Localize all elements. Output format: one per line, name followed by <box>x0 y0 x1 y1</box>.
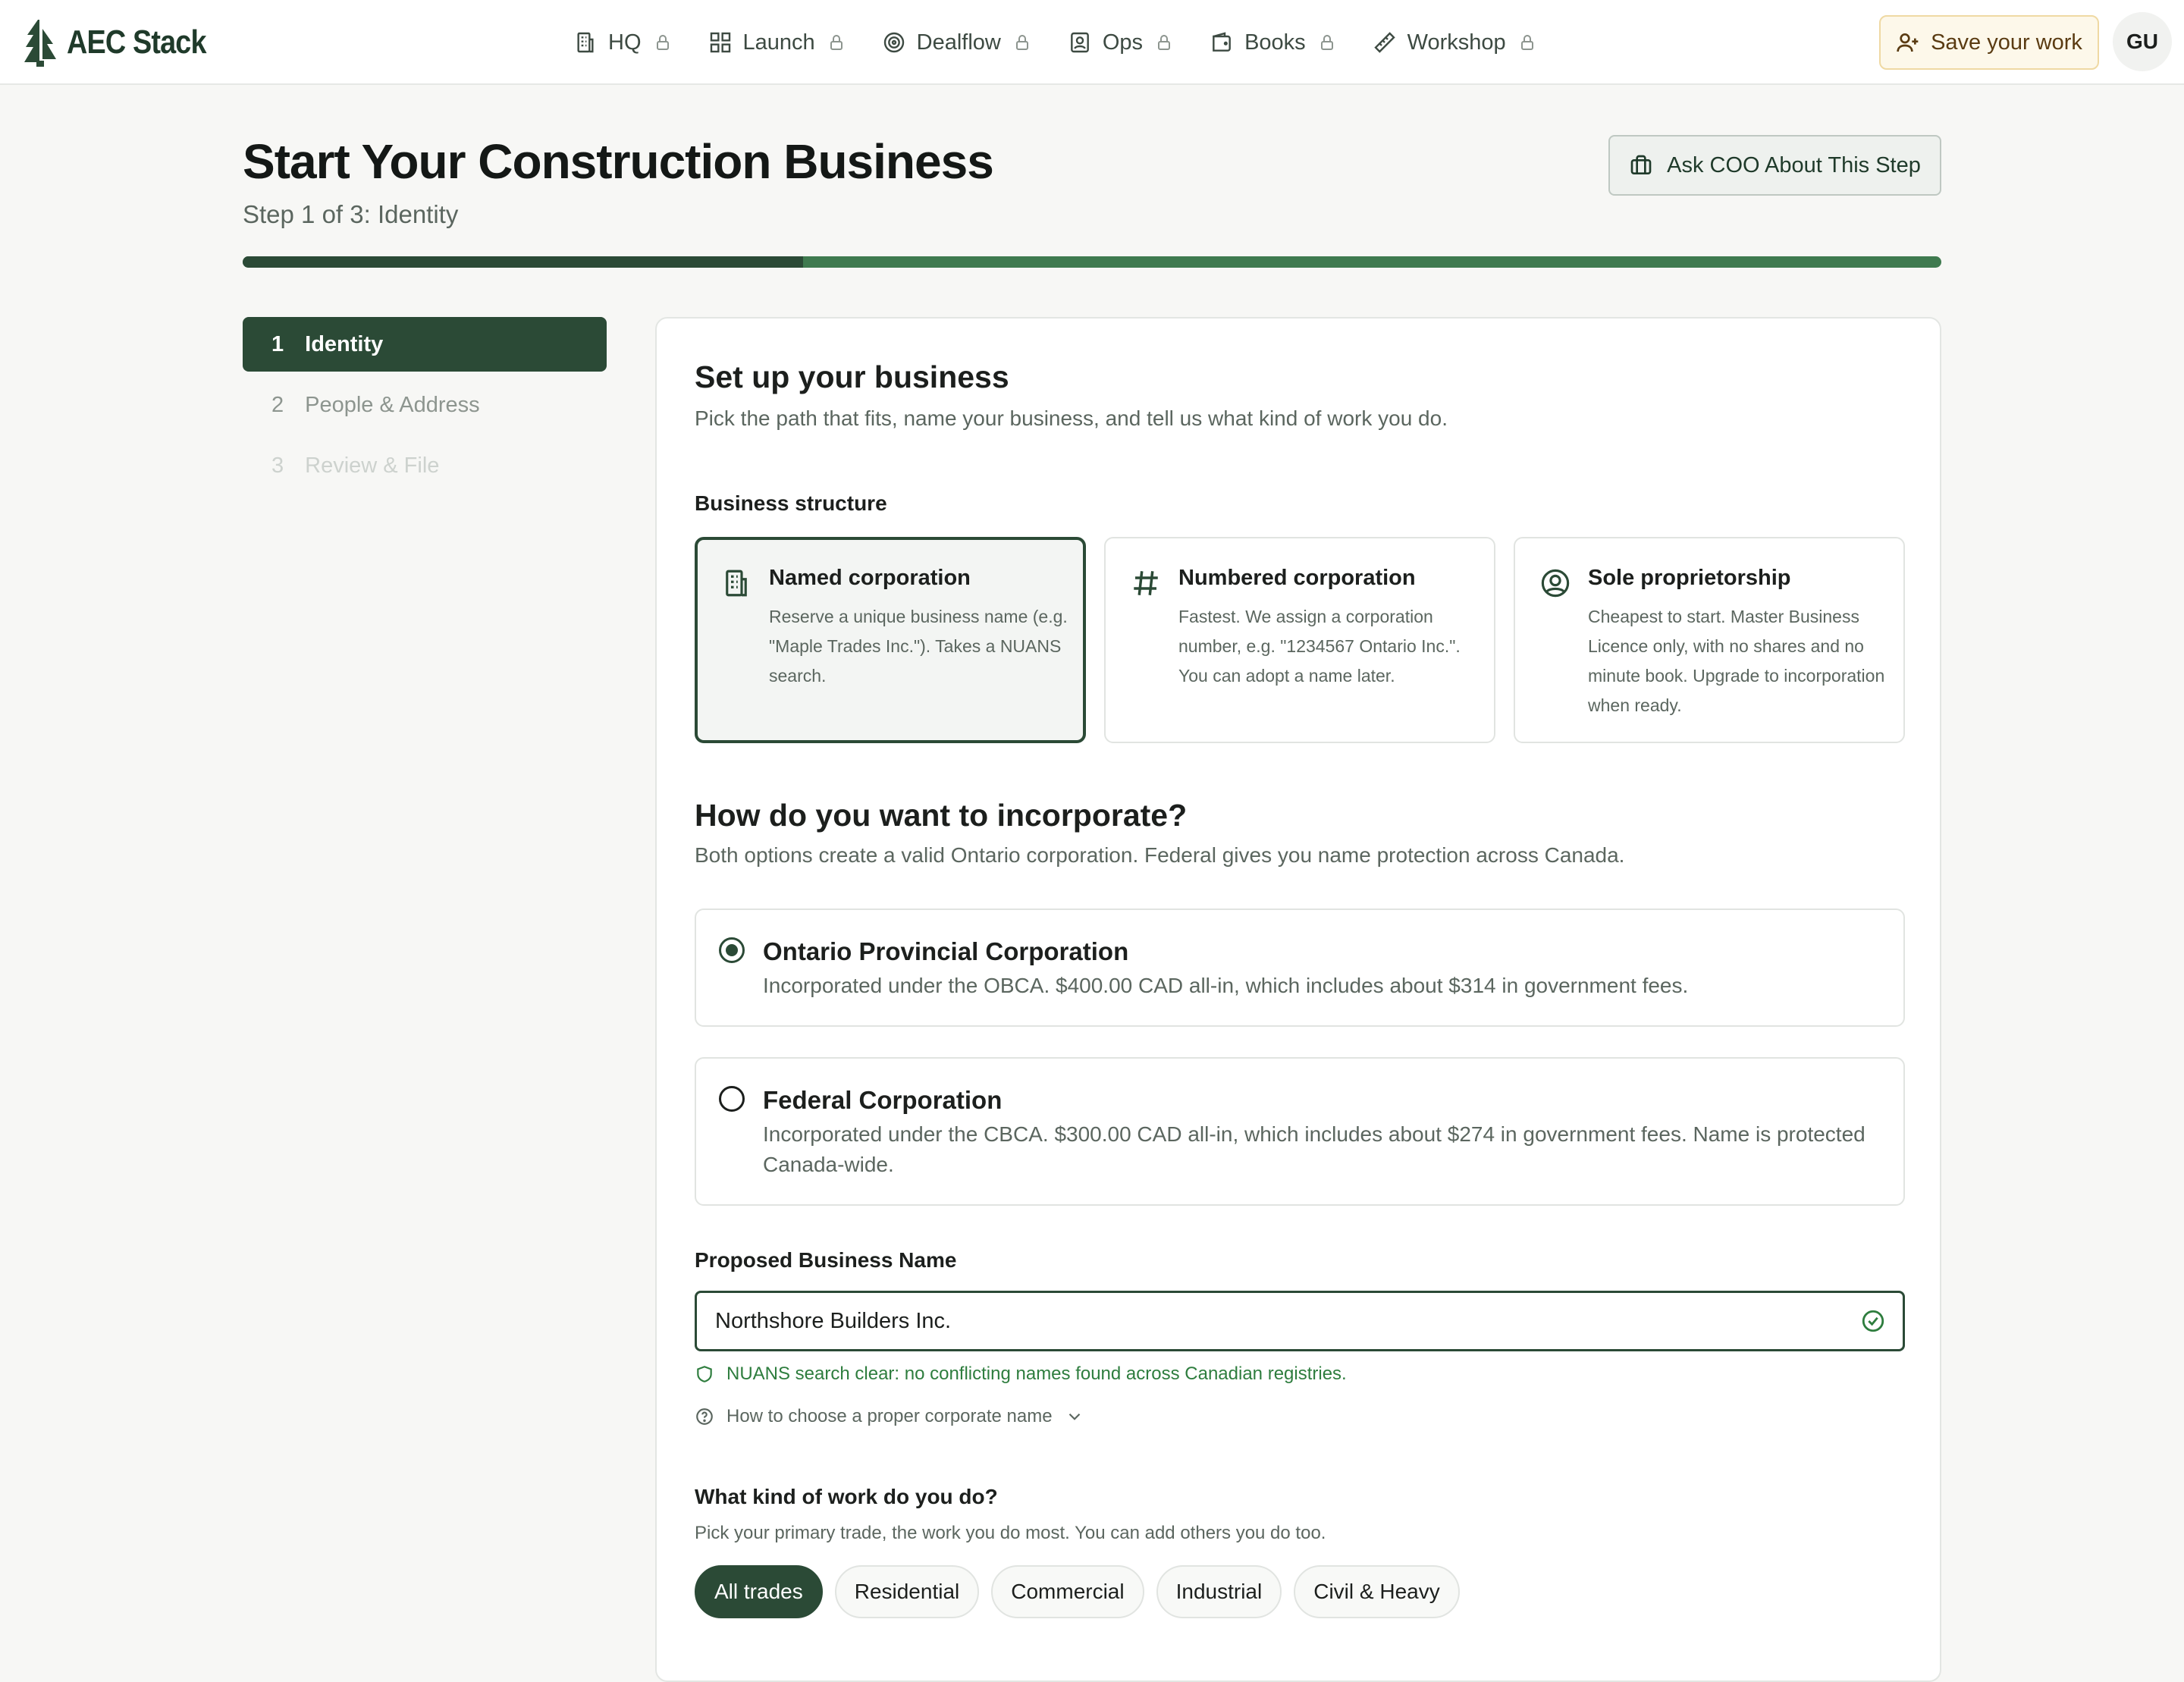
nuans-status-text: NUANS search clear: no conflicting names found across Canadian registries. <box>726 1363 1347 1384</box>
nav-item-workshop[interactable] <box>1373 30 1536 55</box>
section-subtitle: Pick the path that fits, name your business, and tell us what kind of work you do. <box>695 406 1448 430</box>
step-number: 2 <box>271 392 284 417</box>
help-link-text: How to choose a proper corporate name <box>726 1406 1053 1426</box>
step-people-address[interactable] <box>243 378 607 432</box>
structure-description: Reserve a unique business name (e.g. "Maple Trades Inc."). Takes a NUANS search. <box>769 607 1068 686</box>
business-structure-options <box>695 537 1905 743</box>
chip-civil-heavy[interactable]: Civil & Heavy <box>1294 1565 1459 1618</box>
lock-icon <box>1155 33 1173 52</box>
page-title: Start Your Construction Business <box>243 134 993 189</box>
identity-form-card <box>655 317 1941 1682</box>
business-name-value: Northshore Builders Inc. <box>715 1308 952 1333</box>
radio-selected[interactable] <box>719 937 745 963</box>
step-review-file[interactable] <box>243 438 607 493</box>
nav-label: Books <box>1244 30 1306 55</box>
option-title: Federal Corporation <box>763 1086 1003 1114</box>
help-circle-icon <box>695 1407 714 1426</box>
ask-coo-label: Ask COO About This Step <box>1667 152 1921 177</box>
building-icon <box>573 30 598 55</box>
incorporate-subtitle: Both options create a valid Ontario corporation. Federal gives you name protection across Canada. <box>695 843 1625 867</box>
nav-label: HQ <box>608 30 642 55</box>
structure-title: Named corporation <box>769 566 971 590</box>
nuans-status <box>695 1363 1347 1385</box>
business-structure-label: Business structure <box>695 491 887 515</box>
structure-title: Numbered corporation <box>1178 566 1416 590</box>
step-label: Review & File <box>305 453 440 478</box>
lock-icon <box>1013 33 1031 52</box>
nav-item-hq[interactable] <box>573 30 672 55</box>
option-title: Ontario Provincial Corporation <box>763 937 1129 965</box>
lock-icon <box>827 33 846 52</box>
step-identity[interactable] <box>243 317 607 372</box>
wallet-icon <box>1210 30 1234 55</box>
nav-label: Ops <box>1102 30 1144 55</box>
office-building-icon <box>720 567 752 599</box>
main-nav <box>573 0 1536 85</box>
step-number: 3 <box>271 453 284 478</box>
nav-label: Launch <box>742 30 815 55</box>
page-subtitle: Step 1 of 3: Identity <box>243 200 459 228</box>
nav-label: Dealflow <box>916 30 1001 55</box>
business-name-input[interactable] <box>695 1291 1905 1351</box>
step-progress-bar <box>243 256 1941 268</box>
nav-item-ops[interactable] <box>1068 30 1173 55</box>
corporate-name-help-toggle[interactable] <box>695 1406 1084 1427</box>
tree-stack-logo-icon <box>23 18 59 67</box>
ask-coo-button[interactable] <box>1608 135 1941 196</box>
progress-fill <box>243 256 803 268</box>
chip-residential[interactable]: Residential <box>835 1565 980 1618</box>
user-avatar[interactable]: GU <box>2113 12 2172 71</box>
lock-icon <box>1318 33 1336 52</box>
chip-commercial[interactable]: Commercial <box>991 1565 1144 1618</box>
user-plus-icon <box>1896 30 1920 55</box>
trade-filter-chips <box>695 1565 1460 1618</box>
lock-icon <box>654 33 672 52</box>
save-label: Save your work <box>1931 30 2082 55</box>
check-circle-icon <box>1860 1308 1886 1334</box>
structure-numbered-corporation[interactable] <box>1104 537 1495 743</box>
grid-icon <box>708 30 733 55</box>
nav-item-dealflow[interactable] <box>882 30 1031 55</box>
option-description: Incorporated under the OBCA. $400.00 CAD all-in, which includes about $314 in government fees. <box>763 974 1689 997</box>
steps-sidebar <box>243 317 607 499</box>
brand-logo[interactable] <box>23 18 229 67</box>
chip-all-trades[interactable]: All trades <box>695 1565 823 1618</box>
work-type-title: What kind of work do you do? <box>695 1485 998 1508</box>
nav-item-books[interactable] <box>1210 30 1336 55</box>
section-title: Set up your business <box>695 359 1009 394</box>
ruler-icon <box>1373 30 1397 55</box>
chip-industrial[interactable]: Industrial <box>1156 1565 1282 1618</box>
nav-label: Workshop <box>1407 30 1506 55</box>
work-type-subtitle: Pick your primary trade, the work you do most. You can add others you do too. <box>695 1523 1326 1543</box>
structure-named-corporation[interactable] <box>695 537 1086 743</box>
hash-icon <box>1130 567 1162 599</box>
save-your-work-button[interactable] <box>1879 15 2099 70</box>
structure-title: Sole proprietorship <box>1588 566 1791 590</box>
nav-item-launch[interactable] <box>708 30 846 55</box>
option-federal[interactable] <box>695 1057 1905 1206</box>
business-name-label: Proposed Business Name <box>695 1248 957 1272</box>
badge-icon <box>1068 30 1092 55</box>
step-label: Identity <box>305 331 384 356</box>
briefcase-icon <box>1629 153 1653 177</box>
structure-sole-proprietorship[interactable] <box>1514 537 1905 743</box>
shield-icon <box>695 1364 714 1384</box>
lock-icon <box>1518 33 1536 52</box>
option-ontario-provincial[interactable] <box>695 908 1905 1027</box>
step-number: 1 <box>271 331 284 356</box>
structure-description: Fastest. We assign a corporation number, e.g. "1234567 Ontario Inc.". You can adopt a name later. <box>1178 607 1461 686</box>
structure-description: Cheapest to start. Master Business Licence only, with no shares and no minute book. Upgrade to incorporation when ready. <box>1588 607 1885 715</box>
incorporate-title: How do you want to incorporate? <box>695 798 1188 833</box>
option-description: Incorporated under the CBCA. $300.00 CAD all-in, which includes about $274 in government fees. Name is protected Canada-wide. <box>763 1122 1866 1176</box>
brand-name: AEC Stack <box>67 24 206 61</box>
step-label: People & Address <box>305 392 480 417</box>
user-circle-icon <box>1539 567 1571 599</box>
chevron-down-icon <box>1065 1407 1084 1426</box>
top-navigation-bar <box>0 0 2184 85</box>
radio-unselected[interactable] <box>719 1086 745 1112</box>
target-icon <box>882 30 906 55</box>
